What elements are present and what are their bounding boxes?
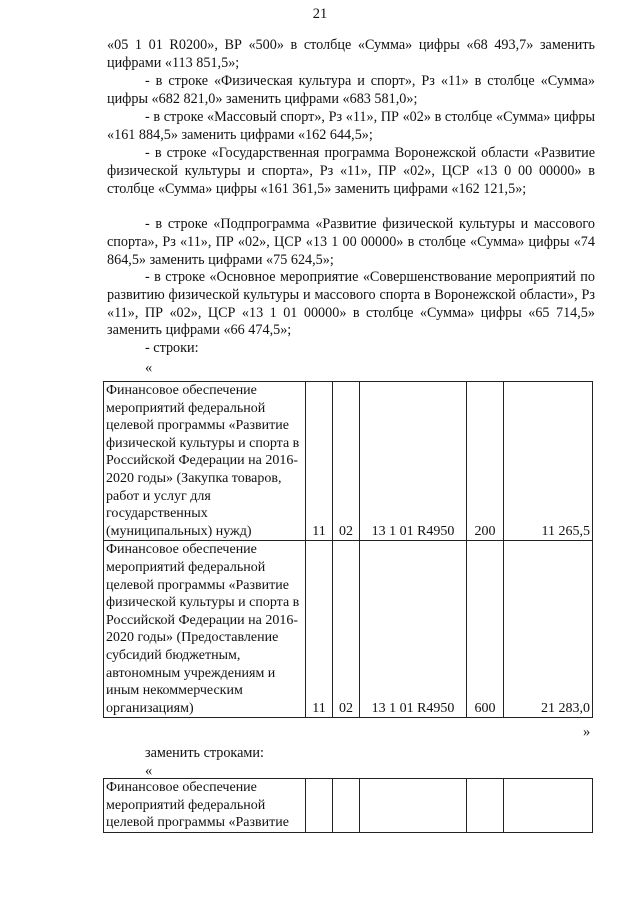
paragraph-mass-sport: - в строке «Массовый спорт», Рз «11», ПР «02» в столбце «Сумма» цифры «161 884,5» заменить цифрами «162 644,5»; — [107, 109, 595, 143]
row-sum: 11 265,5 — [504, 382, 593, 541]
row-pr — [333, 779, 360, 833]
open-quote-new: « — [145, 763, 153, 779]
row-rz — [306, 779, 333, 833]
paragraph-state-program: - в строке «Государственная программа Воронежской области «Развитие физической культуры и спорта», Рз «11», ПР «02», ЦСР «13 0 00 00000» в столбце «Сумма» цифры «161 361,5» заменить цифрами «162 121,5»; — [107, 145, 595, 197]
open-quote-old: « — [145, 360, 153, 376]
row-csr — [360, 779, 467, 833]
row-pr: 02 — [333, 382, 360, 541]
row-vr: 600 — [467, 541, 504, 718]
paragraph-subprogram: - в строке «Подпрограмма «Развитие физической культуры и массового спорта», Рз «11», ПР «02», ЦСР «13 1 00 00000» в столбце «Сумма» цифры «74 864,5» заменить цифрами «75 624,5»; — [107, 216, 595, 268]
table-row — [104, 382, 593, 541]
table-row — [104, 541, 593, 718]
row-name: Финансовое обеспечение мероприятий федеральной целевой программы «Развитие — [104, 779, 306, 833]
row-sum: 21 283,0 — [504, 541, 593, 718]
row-vr — [467, 779, 504, 833]
row-rz: 11 — [306, 541, 333, 718]
table-row — [104, 779, 593, 833]
row-rz: 11 — [306, 382, 333, 541]
row-csr: 13 1 01 R4950 — [360, 382, 467, 541]
row-name: Финансовое обеспечение мероприятий федеральной целевой программы «Развитие физической культуры и спорта в Российской Федерации на 2016-2020 годы» (Закупка товаров, работ и услуг для государственных (муниципальных) нужд) — [104, 382, 306, 541]
paragraph-main-activity: - в строке «Основное мероприятие «Совершенствование мероприятий по развитию физической культуры и массового спорта в Воронежской области», Рз «11», ПР «02», ЦСР «13 1 01 00000» в столбце «Сумма» цифры «65 714,5» заменить цифрами «66 474,5»; — [107, 269, 595, 339]
row-pr: 02 — [333, 541, 360, 718]
row-name: Финансовое обеспечение мероприятий федеральной целевой программы «Развитие физической культуры и спорта в Российской Федерации на 2016-2020 годы» (Предоставление субсидий бюджетным, автономным учреждениям и иным некоммерческим организациям) — [104, 541, 306, 718]
paragraph-physical-culture: - в строке «Физическая культура и спорт», Рз «11» в столбце «Сумма» цифры «682 821,0» заменить цифрами «683 581,0»; — [107, 73, 595, 107]
row-sum — [504, 779, 593, 833]
old-rows-table — [103, 381, 593, 718]
paragraph-rows-intro: - строки: — [145, 340, 199, 356]
page-number: 21 — [312, 6, 328, 22]
row-csr: 13 1 01 R4950 — [360, 541, 467, 718]
new-rows-table — [103, 778, 593, 833]
replace-label: заменить строками: — [145, 745, 264, 761]
paragraph-continuation: «05 1 01 R0200», ВР «500» в столбце «Сумма» цифры «68 493,7» заменить цифрами «113 851,5»; — [107, 37, 595, 71]
row-vr: 200 — [467, 382, 504, 541]
close-quote-old: » — [583, 724, 591, 740]
